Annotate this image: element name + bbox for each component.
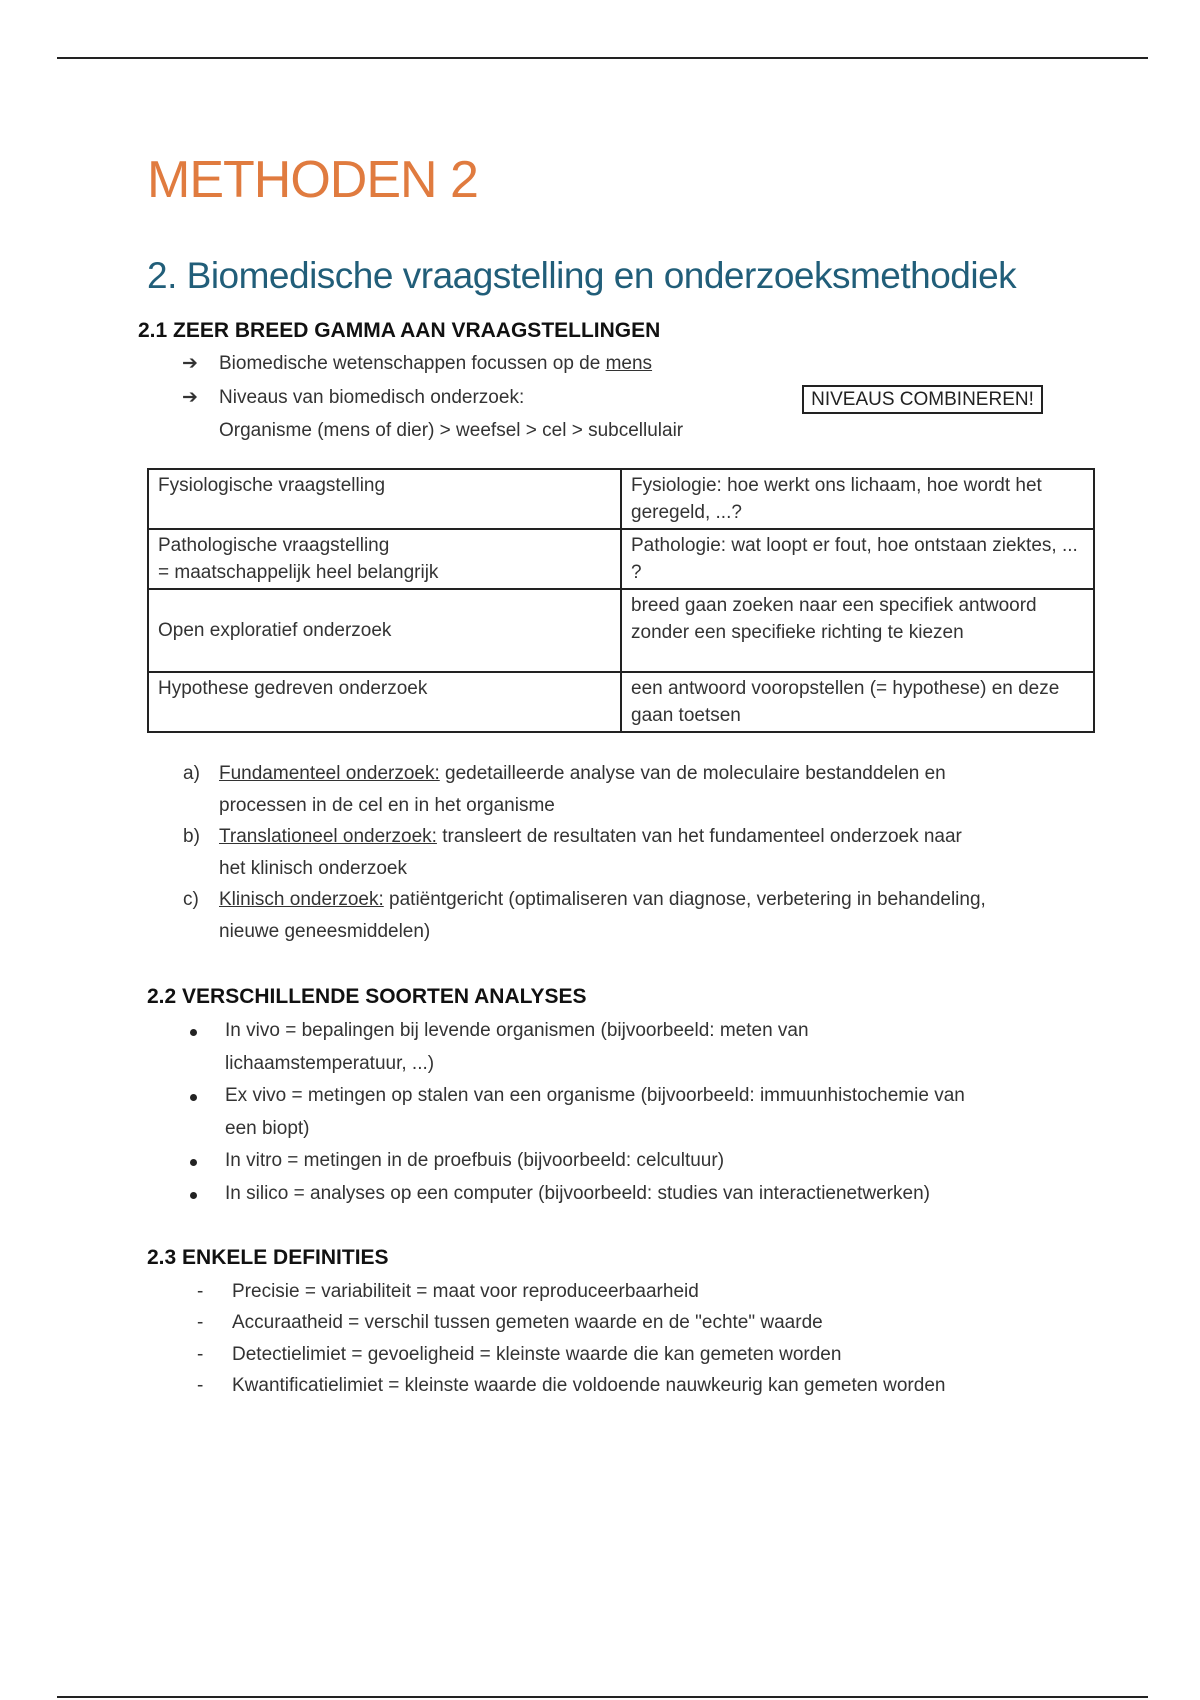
list-item-cont: nieuwe geneesmiddelen) bbox=[219, 921, 431, 942]
list-marker: b) bbox=[183, 826, 200, 847]
table-cell: Hypothese gedreven onderzoek bbox=[148, 672, 621, 732]
table-cell: Pathologie: wat loopt er fout, hoe ontstaan ziektes, ... ? bbox=[621, 529, 1094, 589]
table-cell: Open exploratief onderzoek bbox=[148, 589, 621, 672]
list-item: Ex vivo = metingen op stalen van een organisme (bijvoorbeeld: immuunhistochemie van bbox=[225, 1085, 965, 1106]
list-item: Fundamenteel onderzoek: gedetailleerde analyse van de moleculaire bestanddelen en bbox=[219, 763, 946, 784]
list-item: In vitro = metingen in de proefbuis (bijvoorbeeld: celcultuur) bbox=[225, 1150, 725, 1171]
dash-marker: - bbox=[197, 1312, 204, 1333]
chapter-heading: 2. Biomedische vraagstelling en onderzoeksmethodiek bbox=[147, 255, 1017, 296]
bullet-icon bbox=[190, 1029, 197, 1036]
table-cell: breed gaan zoeken naar een specifiek antwoord zonder een specifieke richting te kiezen bbox=[621, 589, 1094, 672]
bullet-continuation: Organisme (mens of dier) > weefsel > cel > subcellulair bbox=[219, 420, 684, 441]
definition-item: Kwantificatielimiet = kleinste waarde die voldoende nauwkeurig kan gemeten worden bbox=[232, 1375, 946, 1396]
arrow-icon: ➔ bbox=[182, 353, 198, 374]
list-item-cont: lichaamstemperatuur, ...) bbox=[225, 1053, 435, 1074]
bullet-icon bbox=[190, 1094, 197, 1101]
list-marker: c) bbox=[183, 889, 199, 910]
dash-marker: - bbox=[197, 1375, 204, 1396]
header-rule bbox=[57, 57, 1148, 59]
table-row bbox=[148, 529, 1094, 589]
table-cell: Fysiologische vraagstelling bbox=[148, 469, 621, 529]
list-item: Klinisch onderzoek: patiëntgericht (optimaliseren van diagnose, verbetering in behandeling, bbox=[219, 889, 986, 910]
section-2-1-heading: 2.1 ZEER BREED GAMMA AAN VRAAGSTELLINGEN bbox=[138, 319, 661, 342]
list-item-cont: processen in de cel en in het organisme bbox=[219, 795, 555, 816]
section-2-3-heading: 2.3 ENKELE DEFINITIES bbox=[147, 1246, 389, 1269]
bullet-icon bbox=[190, 1192, 197, 1199]
definition-item: Precisie = variabiliteit = maat voor reproduceerbaarheid bbox=[232, 1281, 699, 1302]
arrow-icon: ➔ bbox=[182, 387, 198, 408]
definition-item: Accuraatheid = verschil tussen gemeten waarde en de "echte" waarde bbox=[232, 1312, 823, 1333]
bullet-text: Niveaus van biomedisch onderzoek: bbox=[219, 387, 525, 408]
list-item-cont: een biopt) bbox=[225, 1118, 310, 1139]
table-row bbox=[148, 469, 1094, 529]
table-cell: een antwoord vooropstellen (= hypothese) en deze gaan toetsen bbox=[621, 672, 1094, 732]
list-item: In vivo = bepalingen bij levende organismen (bijvoorbeeld: meten van bbox=[225, 1020, 809, 1041]
dash-marker: - bbox=[197, 1344, 204, 1365]
research-types-table bbox=[147, 468, 1095, 733]
table-row bbox=[148, 672, 1094, 732]
list-item: Translationeel onderzoek: transleert de resultaten van het fundamenteel onderzoek naar bbox=[219, 826, 962, 847]
list-item-cont: het klinisch onderzoek bbox=[219, 858, 407, 879]
bullet-icon bbox=[190, 1159, 197, 1166]
footer-rule bbox=[57, 1696, 1148, 1698]
definition-item: Detectielimiet = gevoeligheid = kleinste waarde die kan gemeten worden bbox=[232, 1344, 842, 1365]
section-2-2-heading: 2.2 VERSCHILLENDE SOORTEN ANALYSES bbox=[147, 985, 587, 1008]
table-row bbox=[148, 589, 1094, 672]
table-cell: Pathologische vraagstelling = maatschappelijk heel belangrijk bbox=[148, 529, 621, 589]
bullet-text: Biomedische wetenschappen focussen op de mens bbox=[219, 353, 653, 374]
list-item: In silico = analyses op een computer (bijvoorbeeld: studies van interactienetwerken) bbox=[225, 1183, 930, 1204]
boxed-note: NIVEAUS COMBINEREN! bbox=[802, 385, 1043, 414]
document-title: METHODEN 2 bbox=[147, 151, 478, 209]
table-cell: Fysiologie: hoe werkt ons lichaam, hoe wordt het geregeld, ...? bbox=[621, 469, 1094, 529]
dash-marker: - bbox=[197, 1281, 204, 1302]
list-marker: a) bbox=[183, 763, 200, 784]
